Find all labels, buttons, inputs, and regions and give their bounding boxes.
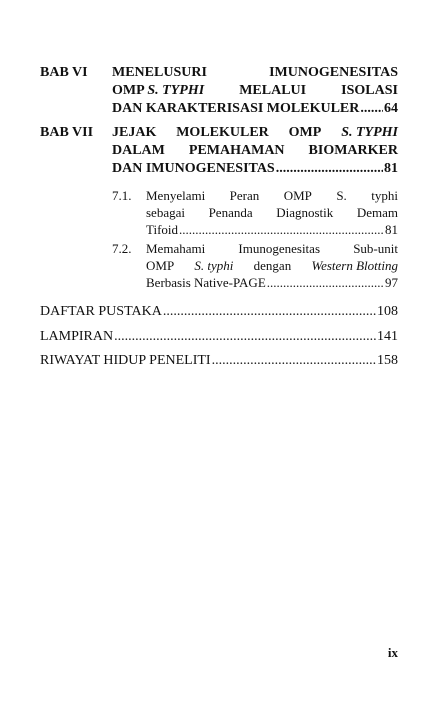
title-line: MENELUSURI IMUNOGENESITAS bbox=[112, 65, 398, 80]
page-number: 108 bbox=[377, 304, 398, 319]
title-line-leader: Tifoid ..... 81 bbox=[146, 221, 398, 238]
page-number: 158 bbox=[377, 353, 398, 368]
toc-entry-lampiran[interactable] bbox=[40, 328, 398, 346]
toc-entry-daftar-pustaka[interactable] bbox=[40, 303, 398, 321]
title-line: Menyelami Peran OMP S. typhi bbox=[146, 188, 398, 203]
dot-leader bbox=[179, 221, 384, 238]
toc-entry-bab-6[interactable] bbox=[40, 64, 398, 118]
dot-leader bbox=[267, 274, 384, 291]
entry-label: RIWAYAT HIDUP PENELITI bbox=[40, 353, 211, 368]
section-title bbox=[146, 187, 398, 238]
chapter-label: BAB VII bbox=[40, 125, 94, 140]
section-number: 7.2. bbox=[112, 241, 132, 256]
title-line: DALAM PEMAHAMAN BIOMARKER bbox=[112, 143, 398, 158]
toc-entry-7-1[interactable] bbox=[112, 187, 398, 238]
toc-entry-riwayat[interactable] bbox=[40, 352, 398, 370]
title-line: Memahami Imunogenesitas Sub-unit bbox=[146, 241, 398, 256]
dot-leader bbox=[360, 100, 383, 118]
chapter-title bbox=[112, 124, 398, 178]
dot-leader bbox=[276, 160, 383, 178]
page-number: 64 bbox=[384, 101, 398, 116]
entry-label: DAFTAR PUSTAKA bbox=[40, 304, 162, 319]
title-line-leader: DAN IMUNOGENESITAS ..... 81 bbox=[112, 160, 398, 178]
entry-label: LAMPIRAN bbox=[40, 329, 114, 344]
page-number: 81 bbox=[384, 161, 398, 176]
page-number: 141 bbox=[377, 329, 398, 344]
toc-entry-7-2[interactable] bbox=[112, 240, 398, 291]
title-line-leader: Berbasis Native-PAGE ..... 97 bbox=[146, 274, 398, 291]
chapter-label: BAB VI bbox=[40, 65, 88, 80]
title-line: sebagai Penanda Diagnostik Demam bbox=[146, 205, 398, 220]
title-line: JEJAK MOLEKULER OMP S. TYPHI bbox=[112, 125, 398, 140]
page-number: 81 bbox=[385, 222, 398, 237]
section-title bbox=[146, 240, 398, 291]
dot-leader bbox=[212, 352, 376, 370]
page-folio: ix bbox=[387, 645, 398, 660]
page-number: 97 bbox=[385, 275, 398, 290]
title-line: OMP S. TYPHI MELALUI ISOLASI bbox=[112, 83, 398, 98]
dot-leader bbox=[163, 303, 376, 321]
chapter-title bbox=[112, 64, 398, 118]
title-line-leader: DAN KARAKTERISASI MOLEKULER ..... 64 bbox=[112, 100, 398, 118]
title-line: OMP S. typhi dengan Western Blotting bbox=[146, 258, 398, 273]
toc-entry-bab-7[interactable] bbox=[40, 124, 398, 178]
section-number: 7.1. bbox=[112, 188, 132, 203]
dot-leader bbox=[114, 328, 376, 346]
